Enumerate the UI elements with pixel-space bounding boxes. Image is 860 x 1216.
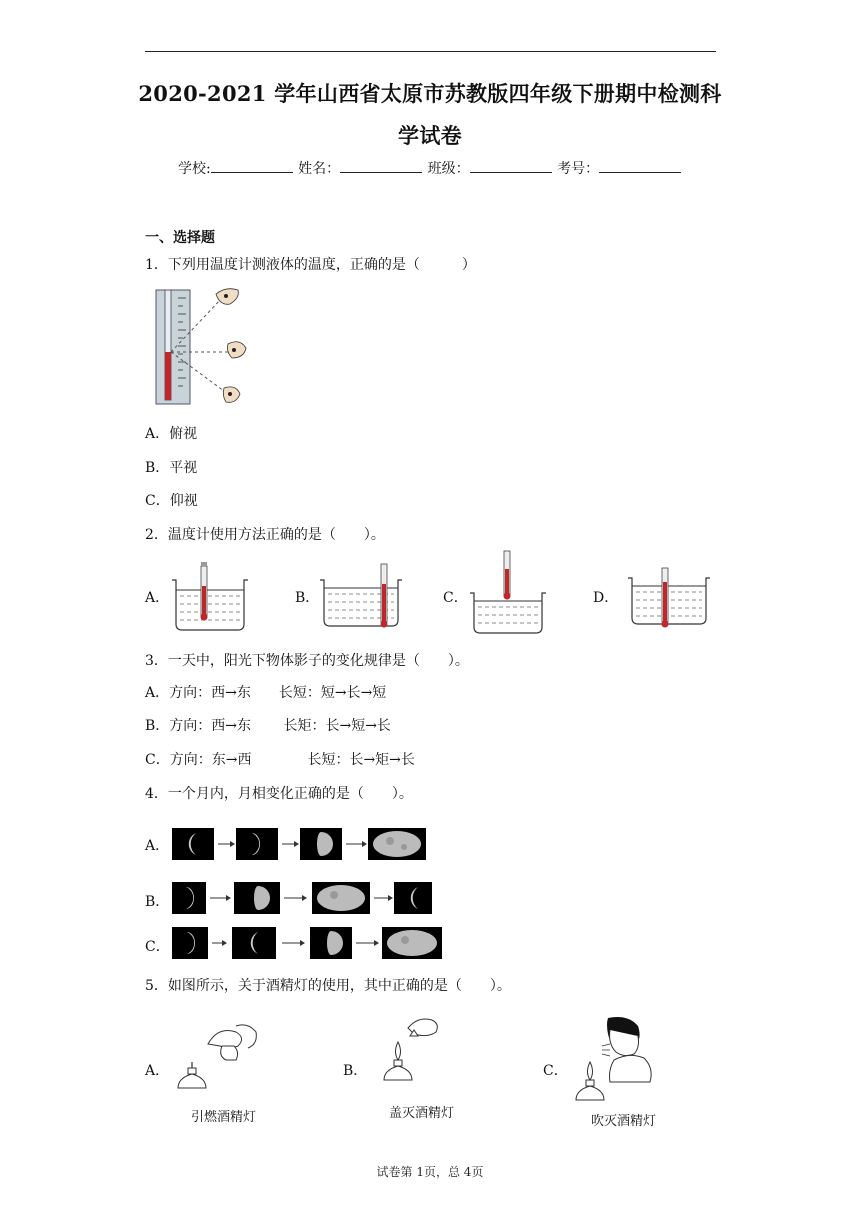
q5-lamp-b-figure	[378, 1012, 468, 1084]
exam-title-line1: 2020-2021 学年山西省太原市苏教版四年级下册期中检测科	[138, 81, 722, 106]
q3-option-c: C．方向：东→西 长短：长→矩→长	[145, 752, 415, 768]
q4-label-a: A．	[145, 838, 170, 854]
q2-label-b: B．	[295, 590, 320, 606]
q2-beaker-b-figure	[318, 562, 404, 632]
question-3-stem: 3．一天中，阳光下物体影子的变化规律是（ ）。	[145, 653, 469, 669]
q5-lamp-c-figure	[570, 1016, 662, 1104]
q5-caption-a: 引燃酒精灯	[191, 1110, 257, 1125]
q5-label-b: B．	[343, 1063, 368, 1079]
name-blank[interactable]	[340, 160, 422, 173]
q4-label-c: C．	[145, 939, 170, 955]
q3-option-a: A．方向：西→东 长短：短→长→短	[145, 685, 387, 701]
q4-label-b: B．	[145, 894, 170, 910]
q1-thermometer-figure	[150, 284, 260, 410]
q5-lamp-a-figure	[172, 1018, 262, 1092]
section-heading: 一、选择题	[145, 230, 215, 246]
q5-caption-b: 盖灭酒精灯	[389, 1106, 455, 1121]
student-info-line	[178, 158, 682, 178]
q5-caption-c: 吹灭酒精灯	[591, 1114, 657, 1129]
q4-moon-sequence-c	[172, 927, 444, 961]
q1-option-c: C．仰视	[145, 493, 198, 509]
q2-label-d: D．	[593, 590, 619, 606]
page-footer: 试卷第 1页，总 4页	[376, 1165, 484, 1179]
q4-moon-sequence-a	[172, 828, 430, 862]
school-blank[interactable]	[211, 160, 293, 173]
q2-beaker-a-figure	[168, 558, 252, 632]
school-label: 学校:	[178, 161, 211, 177]
class-label: 班级：	[427, 161, 470, 177]
top-rule	[145, 51, 716, 52]
class-blank[interactable]	[470, 160, 552, 173]
q2-label-c: C．	[443, 590, 468, 606]
exam-no-label: 考号：	[557, 161, 600, 177]
exam-title-line2: 学试卷	[398, 123, 462, 148]
q3-option-b: B．方向：西→东 长矩：长→短→长	[145, 718, 391, 734]
q5-label-a: A．	[145, 1063, 170, 1079]
q1-option-b: B．平视	[145, 460, 198, 476]
q1-option-a: A．俯视	[145, 426, 198, 442]
question-1-stem: 1．下列用温度计测液体的温度，正确的是（ ）	[145, 257, 476, 273]
q2-beaker-c-figure	[466, 549, 550, 635]
exam-no-blank[interactable]	[599, 160, 681, 173]
q2-beaker-d-figure	[626, 566, 712, 630]
question-4-stem: 4．一个月内，月相变化正确的是（ ）。	[145, 786, 413, 802]
q5-label-c: C．	[543, 1063, 568, 1079]
q2-label-a: A．	[145, 590, 170, 606]
name-label: 姓名：	[298, 161, 341, 177]
q4-moon-sequence-b	[172, 882, 434, 916]
question-2-stem: 2．温度计使用方法正确的是（ ）。	[145, 527, 385, 543]
question-5-stem: 5．如图所示，关于酒精灯的使用，其中正确的是（ ）。	[145, 978, 511, 994]
